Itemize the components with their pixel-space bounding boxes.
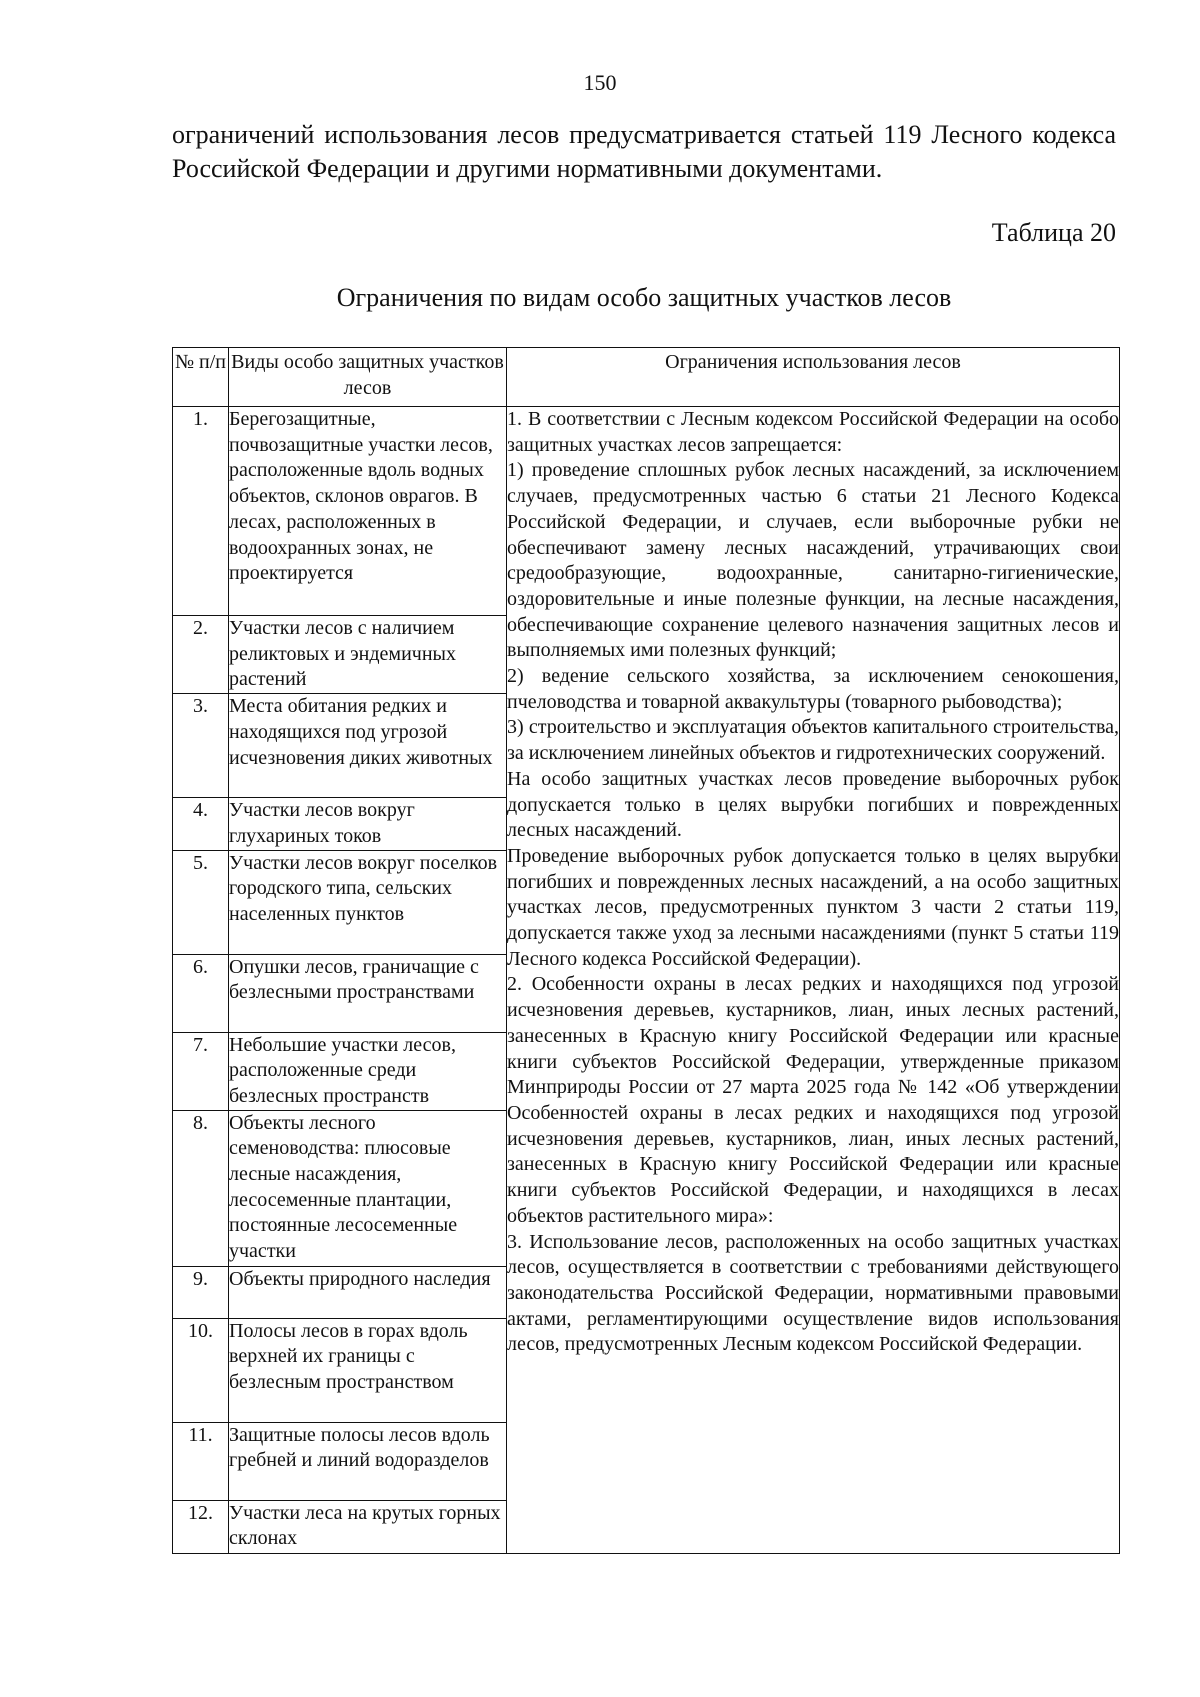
row-number: 7. [173,1032,229,1110]
row-number: 9. [173,1266,229,1318]
restrictions-table [172,347,1120,1554]
restriction-paragraph: 3) строительство и эксплуатация объектов капитального строительства, за исключением линейных объектов и гидротехнических сооружений. [507,716,1119,765]
restriction-paragraph: 1. В соответствии с Лесным кодексом Российской Федерации на особо защитных участках лесов запрещается: [507,408,1119,456]
row-number: 11. [173,1422,229,1500]
intro-paragraph: ограничений использования лесов предусматривается статьей 119 Лесного кодекса Российской Федерации и другими нормативными документами. [172,120,1116,183]
row-type: Участки леса на крутых горных склонах [229,1500,507,1553]
row-number: 10. [173,1318,229,1422]
table-row [173,407,1120,616]
row-type: Места обитания редких и находящихся под угрозой исчезновения диких животных [229,694,507,798]
row-type: Участки лесов вокруг глухариных токов [229,798,507,850]
row-number: 12. [173,1500,229,1553]
row-number: 3. [173,694,229,798]
row-number: 8. [173,1110,229,1266]
restrictions-cell [507,407,1120,1554]
restriction-paragraph: 2. Особенности охраны в лесах редких и находящихся под угрозой исчезновения деревьев, кустарников, лиан, иных лесных растений, занесенных в Красную книгу Российской Федерации или красные книги субъектов Российской Федерации, утвержденные приказом Минприроды России от 27 марта 2025 года № 142 «Об утверждении Особенностей охраны в лесах редких и находящихся под угрозой исчезновения деревьев, кустарников, лиан, иных лесных растений, занесенных в Красную книгу Российской Федерации или красные книги субъектов Российской Федерации, и находящихся в лесах объектов растительного мира»: [507,973,1119,1227]
row-type: Опушки лесов, граничащие с безлесными пространствами [229,954,507,1032]
row-type: Объекты лесного семеноводства: плюсовые лесные насаждения, лесосеменные плантации, постоянные лесосеменные участки [229,1110,507,1266]
row-type: Объекты природного наследия [229,1266,507,1318]
row-number: 6. [173,954,229,1032]
restriction-paragraph: 3. Использование лесов, расположенных на особо защитных участках лесов, осуществляется в соответствии с требованиями действующего законодательства Российской Федерации, нормативными правовыми актами, регламентирующими осуществление видов использования лесов, предусмотренных Лесным кодексом Российской Федерации. [507,1230,1119,1356]
row-type: Защитные полосы лесов вдоль гребней и линий водоразделов [229,1422,507,1500]
row-number: 5. [173,850,229,954]
restriction-paragraph: 2) ведение сельского хозяйства, за исключением сенокошения, пчеловодства и товарной аквакультуры (товарного рыбоводства); [507,665,1119,713]
table-header-row [173,348,1120,407]
page-number: 150 [583,70,617,95]
row-type: Берегозащитные, почвозащитные участки лесов, расположенные вдоль водных объектов, склонов оврагов. В лесах, расположенных в водоохранных зонах, не проектируется [229,407,507,616]
row-type: Полосы лесов в горах вдоль верхней их границы с безлесным пространством [229,1318,507,1422]
restriction-paragraph: Проведение выборочных рубок допускается только в целях вырубки погибших и поврежденных лесных насаждений, а на особо защитных участках лесов, предусмотренных пунктом 3 части 2 статьи 119, допускается также уход за лесными насаждениями (пункт 5 статьи 119 Лесного кодекса Российской Федерации). [507,844,1119,970]
row-number: 4. [173,798,229,850]
header-restriction: Ограничения использования лесов [507,348,1120,407]
header-type: Виды особо защитных участков лесов [229,348,507,407]
row-type: Участки лесов вокруг поселков городского типа, сельских населенных пунктов [229,850,507,954]
row-number: 1. [173,407,229,616]
table-title: Ограничения по видам особо защитных участков лесов [336,283,952,312]
header-num: № п/п [173,348,229,407]
row-number: 2. [173,616,229,694]
restriction-paragraph: На особо защитных участках лесов проведение выборочных рубок допускается только в целях вырубки погибших и поврежденных лесных насаждений. [507,767,1119,842]
row-type: Небольшие участки лесов, расположенные среди безлесных пространств [229,1032,507,1110]
row-type: Участки лесов с наличием реликтовых и эндемичных растений [229,616,507,694]
table-label: Таблица 20 [991,218,1116,247]
restriction-paragraph: 1) проведение сплошных рубок лесных насаждений, за исключением случаев, предусмотренных частью 6 статьи 21 Лесного Кодекса Российской Федерации, и случаев, если выборочные рубки не обеспечивают замену лесных насаждений, утрачивающих свои средообразующие, водоохранные, санитарно-гигиенические, оздоровительные и иные полезные функции, на лесные насаждения, обеспечивающие сохранение целевого назначения защитных лесов и выполняемых ими полезных функций; [507,459,1119,662]
